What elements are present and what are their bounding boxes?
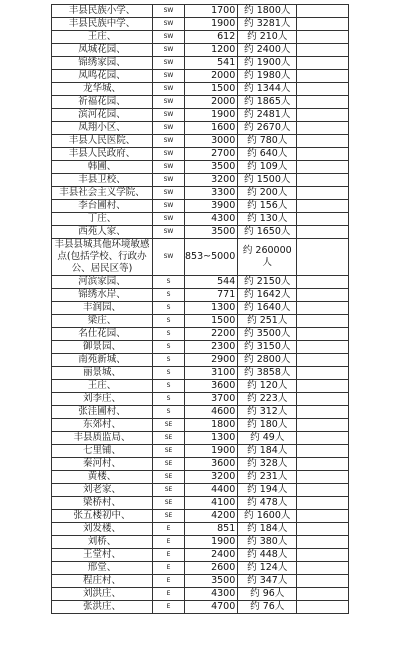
empty-cell bbox=[297, 161, 349, 174]
population-cell: 约 1500人 bbox=[238, 174, 297, 187]
site-name-cell: 韩圃、 bbox=[52, 161, 153, 174]
table-row bbox=[52, 432, 349, 445]
distance-cell: 1900 bbox=[185, 109, 238, 122]
population-cell: 约 1600人 bbox=[238, 510, 297, 523]
distance-cell: 1300 bbox=[185, 432, 238, 445]
distance-cell: 4700 bbox=[185, 601, 238, 614]
site-name-cell: 御景园、 bbox=[52, 341, 153, 354]
site-name-cell: 丰县县城其他环境敏感点(包括学校、行政办公、居民区等) bbox=[52, 239, 153, 276]
population-cell: 约 194人 bbox=[238, 484, 297, 497]
direction-cell: SW bbox=[153, 83, 185, 96]
direction-cell: SE bbox=[153, 458, 185, 471]
site-name-cell: 王庄、 bbox=[52, 380, 153, 393]
direction-cell: SW bbox=[153, 18, 185, 31]
population-cell: 约 2481人 bbox=[238, 109, 297, 122]
distance-cell: 2000 bbox=[185, 96, 238, 109]
population-cell: 约 251人 bbox=[238, 315, 297, 328]
population-cell: 约 2400人 bbox=[238, 44, 297, 57]
distance-cell: 612 bbox=[185, 31, 238, 44]
empty-cell bbox=[297, 200, 349, 213]
population-cell: 约 184人 bbox=[238, 445, 297, 458]
table-row bbox=[52, 96, 349, 109]
empty-cell bbox=[297, 226, 349, 239]
population-cell: 约 2800人 bbox=[238, 354, 297, 367]
direction-cell: E bbox=[153, 575, 185, 588]
table-row bbox=[52, 44, 349, 57]
table-row bbox=[52, 562, 349, 575]
empty-cell bbox=[297, 31, 349, 44]
distance-cell: 2300 bbox=[185, 341, 238, 354]
population-cell: 约 180人 bbox=[238, 419, 297, 432]
table-row bbox=[52, 148, 349, 161]
empty-cell bbox=[297, 419, 349, 432]
population-cell: 约 1900人 bbox=[238, 57, 297, 70]
site-name-cell: 刘李庄、 bbox=[52, 393, 153, 406]
table-row bbox=[52, 122, 349, 135]
direction-cell: SW bbox=[153, 109, 185, 122]
population-cell: 约 1642人 bbox=[238, 289, 297, 302]
site-name-cell: 锦绣水岸、 bbox=[52, 289, 153, 302]
population-cell: 约 223人 bbox=[238, 393, 297, 406]
site-name-cell: 龙华城、 bbox=[52, 83, 153, 96]
table-row bbox=[52, 135, 349, 148]
empty-cell bbox=[297, 328, 349, 341]
population-cell: 约 130人 bbox=[238, 213, 297, 226]
population-cell: 约 124人 bbox=[238, 562, 297, 575]
site-name-cell: 凤鸣花园、 bbox=[52, 70, 153, 83]
distance-cell: 3600 bbox=[185, 458, 238, 471]
empty-cell bbox=[297, 367, 349, 380]
population-cell: 约 3150人 bbox=[238, 341, 297, 354]
population-cell: 约 478人 bbox=[238, 497, 297, 510]
distance-cell: 851 bbox=[185, 523, 238, 536]
table-row bbox=[52, 588, 349, 601]
site-name-cell: 河滨家园、 bbox=[52, 276, 153, 289]
empty-cell bbox=[297, 523, 349, 536]
direction-cell: SW bbox=[153, 5, 185, 18]
table-body bbox=[52, 5, 349, 614]
empty-cell bbox=[297, 471, 349, 484]
table-row bbox=[52, 523, 349, 536]
table-row bbox=[52, 226, 349, 239]
empty-cell bbox=[297, 57, 349, 70]
distance-cell: 1300 bbox=[185, 302, 238, 315]
site-name-cell: 东郊村、 bbox=[52, 419, 153, 432]
site-name-cell: 南苑新城、 bbox=[52, 354, 153, 367]
site-name-cell: 丰润园、 bbox=[52, 302, 153, 315]
site-name-cell: 丰县社会主义学院、 bbox=[52, 187, 153, 200]
site-name-cell: 秦河村、 bbox=[52, 458, 153, 471]
table-row bbox=[52, 70, 349, 83]
population-cell: 约 328人 bbox=[238, 458, 297, 471]
site-name-cell: 张洼圃村、 bbox=[52, 406, 153, 419]
direction-cell: S bbox=[153, 276, 185, 289]
table-row bbox=[52, 18, 349, 31]
empty-cell bbox=[297, 109, 349, 122]
empty-cell bbox=[297, 5, 349, 18]
direction-cell: SW bbox=[153, 96, 185, 109]
distance-cell: 3500 bbox=[185, 161, 238, 174]
distance-cell: 2700 bbox=[185, 148, 238, 161]
site-name-cell: 锦绣家园、 bbox=[52, 57, 153, 70]
table-row bbox=[52, 497, 349, 510]
empty-cell bbox=[297, 484, 349, 497]
distance-cell: 1800 bbox=[185, 419, 238, 432]
empty-cell bbox=[297, 187, 349, 200]
table-row bbox=[52, 458, 349, 471]
site-name-cell: 丽景城、 bbox=[52, 367, 153, 380]
population-cell: 约 1980人 bbox=[238, 70, 297, 83]
direction-cell: S bbox=[153, 367, 185, 380]
table-row bbox=[52, 445, 349, 458]
population-cell: 约 448人 bbox=[238, 549, 297, 562]
population-cell: 约 347人 bbox=[238, 575, 297, 588]
distance-cell: 853~5000 bbox=[185, 239, 238, 276]
direction-cell: E bbox=[153, 601, 185, 614]
distance-cell: 1500 bbox=[185, 315, 238, 328]
table-row bbox=[52, 354, 349, 367]
empty-cell bbox=[297, 83, 349, 96]
empty-cell bbox=[297, 588, 349, 601]
population-cell: 约 76人 bbox=[238, 601, 297, 614]
distance-cell: 1600 bbox=[185, 122, 238, 135]
direction-cell: SE bbox=[153, 419, 185, 432]
empty-cell bbox=[297, 406, 349, 419]
distance-cell: 1200 bbox=[185, 44, 238, 57]
population-cell: 约 120人 bbox=[238, 380, 297, 393]
empty-cell bbox=[297, 213, 349, 226]
distance-cell: 544 bbox=[185, 276, 238, 289]
population-cell: 约 380人 bbox=[238, 536, 297, 549]
site-name-cell: 西苑人家、 bbox=[52, 226, 153, 239]
table-row bbox=[52, 302, 349, 315]
distance-cell: 3900 bbox=[185, 200, 238, 213]
distance-cell: 771 bbox=[185, 289, 238, 302]
direction-cell: S bbox=[153, 315, 185, 328]
table-row bbox=[52, 471, 349, 484]
population-cell: 约 2150人 bbox=[238, 276, 297, 289]
direction-cell: E bbox=[153, 536, 185, 549]
direction-cell: SW bbox=[153, 135, 185, 148]
direction-cell: S bbox=[153, 328, 185, 341]
direction-cell: E bbox=[153, 562, 185, 575]
population-cell: 约 49人 bbox=[238, 432, 297, 445]
table-row bbox=[52, 380, 349, 393]
site-name-cell: 丰县卫校、 bbox=[52, 174, 153, 187]
table-row bbox=[52, 289, 349, 302]
table-row bbox=[52, 83, 349, 96]
site-name-cell: 名仕花园、 bbox=[52, 328, 153, 341]
empty-cell bbox=[297, 458, 349, 471]
population-cell: 约 1800人 bbox=[238, 5, 297, 18]
site-name-cell: 凤城花园、 bbox=[52, 44, 153, 57]
direction-cell: SW bbox=[153, 44, 185, 57]
population-cell: 约 3500人 bbox=[238, 328, 297, 341]
site-name-cell: 程庄村、 bbox=[52, 575, 153, 588]
site-name-cell: 刘老家、 bbox=[52, 484, 153, 497]
table-row bbox=[52, 393, 349, 406]
site-name-cell: 刘洪庄、 bbox=[52, 588, 153, 601]
population-cell: 约 1865人 bbox=[238, 96, 297, 109]
empty-cell bbox=[297, 44, 349, 57]
empty-cell bbox=[297, 135, 349, 148]
empty-cell bbox=[297, 601, 349, 614]
table-row bbox=[52, 5, 349, 18]
direction-cell: S bbox=[153, 354, 185, 367]
site-name-cell: 丰县民族中学、 bbox=[52, 18, 153, 31]
site-name-cell: 丰县人民医院、 bbox=[52, 135, 153, 148]
empty-cell bbox=[297, 18, 349, 31]
direction-cell: E bbox=[153, 588, 185, 601]
table-row bbox=[52, 575, 349, 588]
population-cell: 约 3858人 bbox=[238, 367, 297, 380]
population-cell: 约 210人 bbox=[238, 31, 297, 44]
table-row bbox=[52, 536, 349, 549]
direction-cell: SW bbox=[153, 57, 185, 70]
empty-cell bbox=[297, 536, 349, 549]
direction-cell: SW bbox=[153, 226, 185, 239]
direction-cell: SW bbox=[153, 148, 185, 161]
direction-cell: S bbox=[153, 289, 185, 302]
direction-cell: S bbox=[153, 380, 185, 393]
table-row bbox=[52, 341, 349, 354]
table-row bbox=[52, 161, 349, 174]
direction-cell: SW bbox=[153, 200, 185, 213]
empty-cell bbox=[297, 575, 349, 588]
site-name-cell: 七里铺、 bbox=[52, 445, 153, 458]
distance-cell: 4300 bbox=[185, 213, 238, 226]
distance-cell: 3500 bbox=[185, 575, 238, 588]
site-name-cell: 滨河花园、 bbox=[52, 109, 153, 122]
distance-cell: 4200 bbox=[185, 510, 238, 523]
empty-cell bbox=[297, 289, 349, 302]
site-name-cell: 丰县人民政府、 bbox=[52, 148, 153, 161]
direction-cell: SE bbox=[153, 471, 185, 484]
direction-cell: SW bbox=[153, 161, 185, 174]
direction-cell: SE bbox=[153, 432, 185, 445]
empty-cell bbox=[297, 96, 349, 109]
distance-cell: 1500 bbox=[185, 83, 238, 96]
distance-cell: 2900 bbox=[185, 354, 238, 367]
site-name-cell: 刘桥、 bbox=[52, 536, 153, 549]
distance-cell: 4300 bbox=[185, 588, 238, 601]
table-row bbox=[52, 57, 349, 70]
table-row bbox=[52, 109, 349, 122]
empty-cell bbox=[297, 497, 349, 510]
sensitive-points-table bbox=[51, 4, 349, 614]
direction-cell: SW bbox=[153, 70, 185, 83]
distance-cell: 2400 bbox=[185, 549, 238, 562]
empty-cell bbox=[297, 302, 349, 315]
population-cell: 约 2670人 bbox=[238, 122, 297, 135]
direction-cell: SE bbox=[153, 497, 185, 510]
site-name-cell: 祈福花园、 bbox=[52, 96, 153, 109]
direction-cell: SW bbox=[153, 239, 185, 276]
empty-cell bbox=[297, 445, 349, 458]
empty-cell bbox=[297, 549, 349, 562]
distance-cell: 3300 bbox=[185, 187, 238, 200]
population-cell: 约 780人 bbox=[238, 135, 297, 148]
direction-cell: SW bbox=[153, 31, 185, 44]
table-row bbox=[52, 419, 349, 432]
table-row bbox=[52, 276, 349, 289]
empty-cell bbox=[297, 70, 349, 83]
direction-cell: SW bbox=[153, 187, 185, 200]
site-name-cell: 张洪庄、 bbox=[52, 601, 153, 614]
population-cell: 约 3281人 bbox=[238, 18, 297, 31]
distance-cell: 3600 bbox=[185, 380, 238, 393]
direction-cell: S bbox=[153, 406, 185, 419]
distance-cell: 4100 bbox=[185, 497, 238, 510]
population-cell: 约 156人 bbox=[238, 200, 297, 213]
table-row bbox=[52, 367, 349, 380]
distance-cell: 3100 bbox=[185, 367, 238, 380]
site-name-cell: 李台圃村、 bbox=[52, 200, 153, 213]
distance-cell: 2200 bbox=[185, 328, 238, 341]
site-name-cell: 张五楼初中、 bbox=[52, 510, 153, 523]
distance-cell: 1700 bbox=[185, 5, 238, 18]
table-row bbox=[52, 239, 349, 276]
population-cell: 约 184人 bbox=[238, 523, 297, 536]
distance-cell: 2000 bbox=[185, 70, 238, 83]
empty-cell bbox=[297, 122, 349, 135]
site-name-cell: 梁桥村、 bbox=[52, 497, 153, 510]
table-row bbox=[52, 315, 349, 328]
distance-cell: 3000 bbox=[185, 135, 238, 148]
direction-cell: S bbox=[153, 393, 185, 406]
site-name-cell: 丰县质监局、 bbox=[52, 432, 153, 445]
distance-cell: 2600 bbox=[185, 562, 238, 575]
site-name-cell: 王庄、 bbox=[52, 31, 153, 44]
table-row bbox=[52, 213, 349, 226]
population-cell: 约 640人 bbox=[238, 148, 297, 161]
population-cell: 约 1640人 bbox=[238, 302, 297, 315]
empty-cell bbox=[297, 380, 349, 393]
distance-cell: 1900 bbox=[185, 445, 238, 458]
empty-cell bbox=[297, 174, 349, 187]
table-row bbox=[52, 549, 349, 562]
table-row bbox=[52, 187, 349, 200]
direction-cell: SW bbox=[153, 122, 185, 135]
distance-cell: 1900 bbox=[185, 536, 238, 549]
population-cell: 约 231人 bbox=[238, 471, 297, 484]
population-cell: 约 1650人 bbox=[238, 226, 297, 239]
table-row bbox=[52, 200, 349, 213]
site-name-cell: 刘发楼、 bbox=[52, 523, 153, 536]
population-cell: 约 312人 bbox=[238, 406, 297, 419]
empty-cell bbox=[297, 393, 349, 406]
direction-cell: S bbox=[153, 302, 185, 315]
empty-cell bbox=[297, 432, 349, 445]
empty-cell bbox=[297, 239, 349, 276]
distance-cell: 3200 bbox=[185, 471, 238, 484]
direction-cell: SE bbox=[153, 510, 185, 523]
direction-cell: S bbox=[153, 341, 185, 354]
site-name-cell: 凤翔小区、 bbox=[52, 122, 153, 135]
empty-cell bbox=[297, 510, 349, 523]
empty-cell bbox=[297, 148, 349, 161]
site-name-cell: 丁庄、 bbox=[52, 213, 153, 226]
direction-cell: E bbox=[153, 523, 185, 536]
distance-cell: 1900 bbox=[185, 18, 238, 31]
population-cell: 约 109人 bbox=[238, 161, 297, 174]
distance-cell: 3500 bbox=[185, 226, 238, 239]
empty-cell bbox=[297, 354, 349, 367]
population-cell: 约 260000人 bbox=[238, 239, 297, 276]
empty-cell bbox=[297, 276, 349, 289]
empty-cell bbox=[297, 562, 349, 575]
table-row bbox=[52, 31, 349, 44]
table-row bbox=[52, 174, 349, 187]
table-row bbox=[52, 510, 349, 523]
direction-cell: SW bbox=[153, 213, 185, 226]
table-row bbox=[52, 484, 349, 497]
site-name-cell: 邢堂、 bbox=[52, 562, 153, 575]
table-row bbox=[52, 601, 349, 614]
population-cell: 约 200人 bbox=[238, 187, 297, 200]
table-row bbox=[52, 406, 349, 419]
direction-cell: SE bbox=[153, 445, 185, 458]
distance-cell: 3700 bbox=[185, 393, 238, 406]
distance-cell: 541 bbox=[185, 57, 238, 70]
site-name-cell: 梁庄、 bbox=[52, 315, 153, 328]
empty-cell bbox=[297, 315, 349, 328]
site-name-cell: 丰县民族小学、 bbox=[52, 5, 153, 18]
site-name-cell: 黄楼、 bbox=[52, 471, 153, 484]
direction-cell: SW bbox=[153, 174, 185, 187]
site-name-cell: 王堂村、 bbox=[52, 549, 153, 562]
distance-cell: 4600 bbox=[185, 406, 238, 419]
population-cell: 约 1344人 bbox=[238, 83, 297, 96]
direction-cell: E bbox=[153, 549, 185, 562]
direction-cell: SE bbox=[153, 484, 185, 497]
distance-cell: 4400 bbox=[185, 484, 238, 497]
population-cell: 约 96人 bbox=[238, 588, 297, 601]
table-row bbox=[52, 328, 349, 341]
empty-cell bbox=[297, 341, 349, 354]
distance-cell: 3200 bbox=[185, 174, 238, 187]
